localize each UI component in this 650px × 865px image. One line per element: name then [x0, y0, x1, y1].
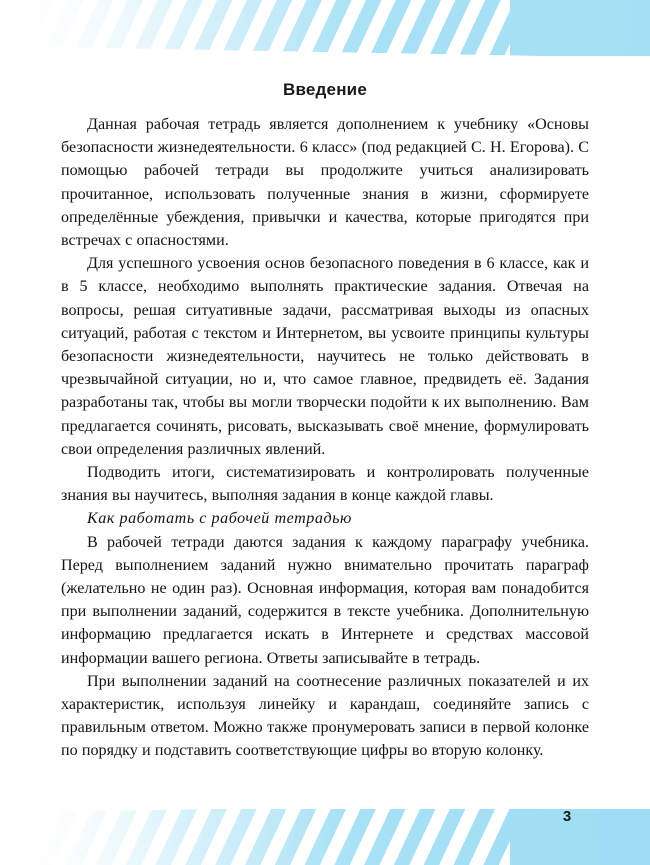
body-paragraph-1: Данная рабочая тетрадь является дополнением к учебнику «Основы безопасности жизнедеятельности. 6 класс» (под редакцией С. Н. Егорова). С помощью рабочей тетради вы продолжите учиться анализировать прочитанное, использовать полученные знания в жизни, сформируете определённые убеждения, привычки и качества, которые пригодятся при встречах с опасностями. [61, 116, 589, 250]
page-title: Введение [283, 80, 367, 99]
page-text-column [61, 72, 589, 763]
page-number: 3 [562, 808, 572, 825]
body-paragraph-5: При выполнении заданий на соотнесение различных показателей и их характеристик, используя линейку и карандаш, соединяйте запись с правильным ответом. Можно также пронумеровать записи в первой колонке по порядку и подставить соответствующие цифры во вторую колонку. [61, 672, 589, 760]
section-subheading: Как работать с рабочей тетрадью [87, 510, 352, 528]
body-paragraph-4: В рабочей тетради даются задания к каждому параграфу учебника. Перед выполнением заданий нужно внимательно прочитать параграф (желательно не один раз). Основная информация, которая вам понадобится при выполнении заданий, содержится в тексте учебника. Дополнительную информацию предлагается искать в Интернете и средствах массовой информации вашего региона. Ответы записывайте в тетрадь. [61, 533, 589, 667]
body-paragraph-3: Подводить итоги, систематизировать и контролировать полученные знания вы научитесь, выполняя задания в конце каждой главы. [61, 464, 589, 505]
header-diagonal-stripes-icon [0, 0, 510, 72]
header-bottom-diagonal-edge [0, 46, 650, 72]
header-left-fade [0, 0, 470, 72]
header-decoration-band [0, 0, 650, 72]
footer-decoration-band [0, 793, 650, 865]
body-paragraph-2: Для успешного усвоения основ безопасного поведения в 6 классе, как и в 5 классе, необходимо выполнять практические задания. Отвечая на вопросы, решая ситуативные задачи, рассматривая выходы из опасных ситуаций, работая с текстом и Интернетом, вы усвоите принципы культуры безопасности жизнедеятельности, научитесь не только действовать в чрезвычайной ситуации, но и, что самое главное, предвидеть её. Задания разработаны так, чтобы вы могли творчески подойти к их выполнению. Вам предлагается сочинять, рисовать, высказывать своё мнение, формулировать свои определения различных явлений. [61, 255, 589, 458]
header-band-fill [0, 0, 650, 68]
